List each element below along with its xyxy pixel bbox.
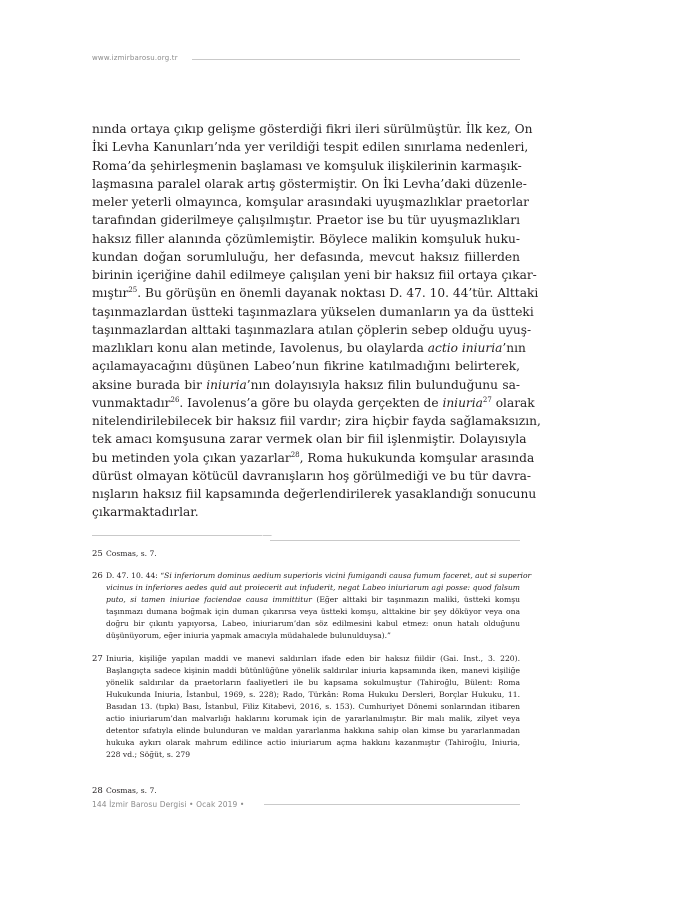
body-line: açılamayacağını düşünen Labeo’nun fikrine katılmadığını belirterek, [92, 359, 520, 374]
footnote-27: 27 Iniuria, kişiliğe yapılan maddi ve manevi saldırıları ifade eden bir haksız fiildir (Gai. Inst., 3. 220). Başlangıçta sadece kişinin maddi bütünlüğüne yönelik saldırılar iniuria kapsamında iken, manevi kişiliğe yönelik saldırılar da praetorların faaliyetleri ile bu kapsama sokulmuştur (Tahiroğlu, Bülent: Roma Hukukunda Iniuria, İstanbul, 1969, s. 228); Rado, Türkân: Roma Hukuku Dersleri, Borçlar Hukuku, 11. Basıdan 13. (tıpkı) Bası, İstanbul, Filiz Kitabevi, 2016, s. 153). Cumhuriyet Dönemi sonlarından itibaren actio iniuriarum’dan malvarlığı haklarını korumak için de yararlanılmıştır. Bir malı malik, zilyet veya detentor sıfatıyla elinde bulunduran ve maldan yararlanma hakkına sahip olan kimse bu yararlanmadan hukuka aykırı olarak mahrum edilince actio iniuriarum açma hakkını kazanmıştır (Tahiroğlu, Iniuria, 228 vd.; Söğüt, s. 279 [92, 654, 520, 759]
body-line: taşınmazlardan alttaki taşınmazlara atılan çöplerin sebep olduğu uyuş- [92, 322, 532, 337]
footnote-number: 28 [92, 786, 103, 796]
footnote-divider [92, 535, 520, 541]
footer-page-info: 144 İzmir Barosu Dergisi • Ocak 2019 • [92, 800, 245, 809]
footnote-26: 26 D. 47. 10. 44: “Si inferiorum dominus aedium superioris vicini fumigandi causa fumum faceret, aut si superior vicinus in inferiores aedes quid aut proiecerit aut infuderit, negat Labeo iniuriarum agi posse: quod falsum puto, si tamen iniuriae faciendae causa immittitur (Eğer alttaki bir taşınmazın maliki, üstteki komşu taşınmazı dumana boğmak için duman çıkarırsa veya üstteki komşu, alttakine bir şey döküyor veya ona doğru bir çıkıntı yapıyorsa, Labeo, iniuriarum’dan söz edilmesini kabul etmez: onun hatalı olduğunu düşünüyorum, eğer iniuria yapmak amacıyla müdahalede bulunulduysa).” [92, 571, 532, 640]
body-line: tarafından giderilmeye çalışılmıştır. Praetor ise bu tür uyuşmazlıkları [92, 213, 520, 228]
body-line: nitelendirilebilecek bir haksız fiil vardır; zira hiçbir fayda sağlamaksızın, [92, 414, 541, 428]
page-footer [92, 800, 520, 812]
body-line: çıkarmaktadırlar. [92, 505, 199, 520]
body-line: meler yeterli olmayınca, komşular arasındaki uyuşmazlıklar praetorlar [92, 195, 529, 209]
footer-divider [264, 804, 520, 805]
footnote-25 [92, 548, 520, 560]
footnote-number: 27 [92, 654, 103, 664]
footnote-ref-26[interactable]: 26 [170, 395, 180, 404]
body-line: birinin içeriğine dahil edilmeye çalışılan yeni bir haksız fiil ortaya çıkar- [92, 268, 537, 282]
body-line: nında ortaya çıkıp gelişme gösterdiği fikri ileri sürülmüştür. İlk kez, On [92, 122, 533, 136]
body-line: mazlıkları konu alan metinde, Iavolenus, bu olaylarda actio iniuria’nın [92, 341, 526, 355]
footnote-ref-28[interactable]: 28 [290, 450, 300, 459]
journal-website-url: www.izmirbarosu.org.tr [92, 54, 178, 62]
body-line: nışların haksız fiil kapsamında değerlendirilerek yasaklandığı sonucunu [92, 487, 537, 501]
body-line: Roma’da şehirleşmenin başlaması ve komşuluk ilişkilerinin karmaşık- [92, 158, 522, 173]
body-line: kundan doğan sorumluluğu, her defasında, mevcut haksız fiillerden [92, 249, 520, 264]
body-line: bu metinden yola çıkan yazarlar$^{28}$, Roma hukukunda komşular arasında [92, 450, 535, 465]
footnote-text: Cosmas, s. 7. [106, 786, 157, 795]
body-line: İki Levha Kanunları’nda yer verildiği tespit edilen sınırlama nedenleri, [92, 140, 529, 155]
footnote-ref-25[interactable]: 25 [128, 286, 138, 295]
footnote-28 [92, 785, 520, 797]
body-line: vunmaktadır$^{26}$. Iavolenus’a göre bu olayda gerçekten de iniuria$^{27}$ olarak [92, 395, 535, 410]
body-line: dürüst olmayan kötücül davranışların hoş görülmediği ve bu tür davra- [92, 468, 532, 483]
body-line: taşınmazlardan üstteki taşınmazlara yükselen dumanların ya da üstteki [92, 304, 534, 319]
body-line: laşmasına paralel olarak artış göstermiştir. On İki Levha’daki düzenle- [92, 176, 527, 191]
footnote-number: 25 [92, 549, 103, 559]
body-line: haksız filler alanında çözümlemiştir. Böylece malikin komşuluk huku- [92, 231, 520, 246]
footnote-number: 26 [92, 571, 103, 581]
footnote-ref-27[interactable]: 27 [482, 395, 492, 404]
body-line: tek amacı komşusuna zarar vermek olan bir fiil işlenmiştir. Dolayısıyla [92, 432, 527, 447]
body-line: mıştır$^{25}$. Bu görüşün en önemli dayanak noktası D. 47. 10. 44’tür. Alttaki [92, 286, 539, 301]
header-divider [192, 59, 520, 60]
footnote-text: Cosmas, s. 7. [106, 549, 157, 558]
main-body-text [92, 120, 541, 522]
body-line: aksine burada bir iniuria’nın dolayısıyla haksız filin bulunduğunu sa- [92, 377, 520, 392]
